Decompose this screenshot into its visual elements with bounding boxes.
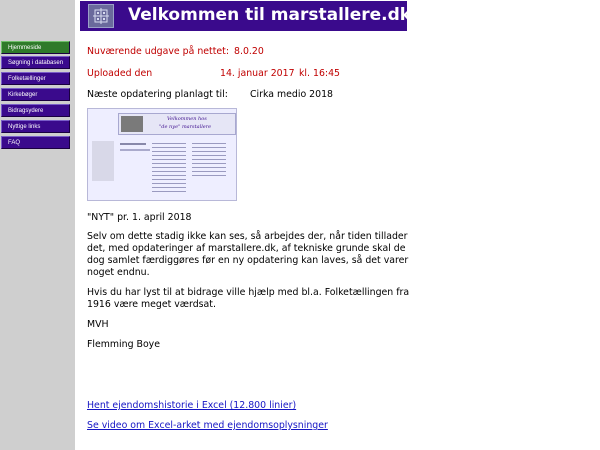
news-paragraph: Selv om dette stadig ikke kan ses, så arbejdes der, når tiden tillader det, med opdateringer af marstallere.dk, af tekniske grunde skal de dog samlet færdiggøres før en ny opdatering kan laves, så det varer noget endnu. — [87, 231, 409, 278]
news-paragraph: Hvis du har lyst til at bidrage ville hjælp med bl.a. Folketællingen fra 1916 være meget værdsat. — [87, 287, 410, 310]
signature-name: Flemming Boye — [87, 339, 160, 350]
signature-greeting: MVH — [87, 319, 109, 330]
thumbnail-title-2: "de nye" marstallere — [159, 124, 212, 130]
thumbnail-list — [152, 143, 186, 193]
version-label: Nuværende udgave på nettet: — [87, 46, 229, 57]
page-title: Velkommen til marstallere.dk — [128, 5, 412, 25]
version-value: 8.0.20 — [234, 46, 264, 57]
uploaded-time: kl. 16:45 — [299, 68, 341, 79]
video-link[interactable]: Se video om Excel-arket med ejendomsoplysninger — [87, 420, 328, 431]
uploaded-label: Uploaded den — [87, 68, 153, 79]
news-heading: "NYT" pr. 1. april 2018 — [87, 212, 192, 223]
next-update-value: Cirka medio 2018 — [250, 89, 334, 100]
sidebar — [0, 0, 75, 450]
thumbnail-header — [118, 113, 236, 135]
nav-item-faq[interactable]: FAQ — [1, 136, 70, 149]
thumbnail-line — [120, 149, 150, 151]
uploaded-date: 14. januar 2017 — [220, 68, 295, 79]
thumbnail-line — [120, 143, 146, 145]
thumbnail-title-1: Velkommen hos — [167, 116, 207, 122]
thumbnail-list — [192, 143, 226, 179]
nav-item-nyttige-links[interactable]: Nyttige links — [1, 120, 70, 133]
nav-item-bidragsydere[interactable]: Bidragsydere — [1, 104, 70, 117]
grid-logo-icon — [88, 4, 114, 28]
next-update-label: Næste opdatering planlagt til: — [87, 89, 228, 100]
nav-item-soegning[interactable]: Søgning i databasen — [1, 56, 70, 69]
thumbnail-sidebar — [92, 141, 114, 181]
nav-item-folketaellinger[interactable]: Folketællinger — [1, 72, 70, 85]
nav-item-kirkeboeger[interactable]: Kirkebøger — [1, 88, 70, 101]
thumbnail-photo — [121, 116, 143, 132]
header-banner — [80, 1, 412, 31]
excel-download-link[interactable]: Hent ejendomshistorie i Excel (12.800 linier) — [87, 400, 297, 411]
site-preview-thumbnail — [87, 108, 237, 201]
nav-item-hjemmeside[interactable]: Hjemmeside — [1, 41, 70, 54]
